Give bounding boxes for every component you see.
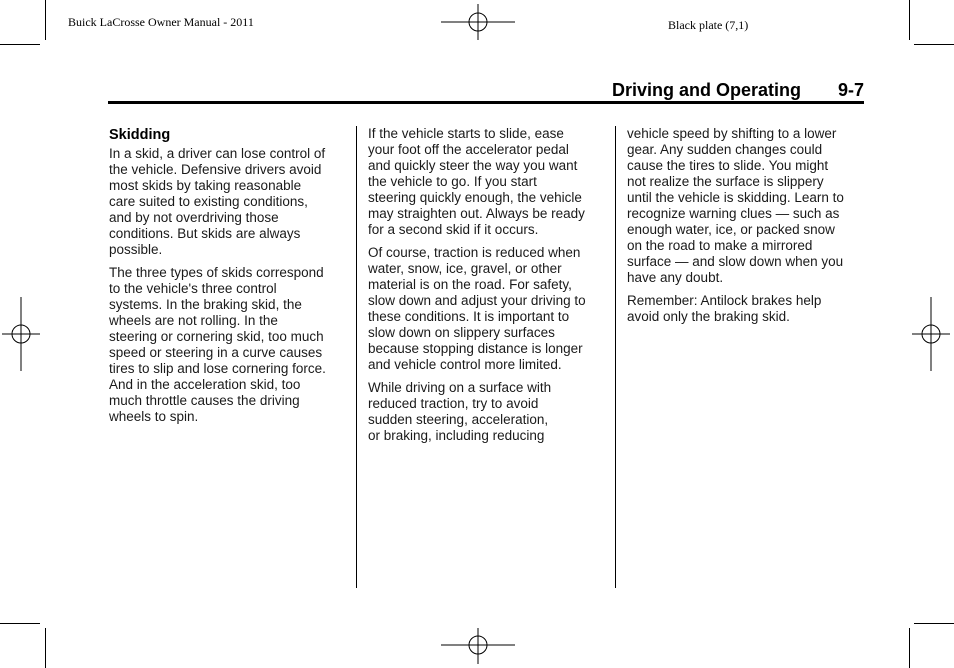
crop-mark-bottom-left-h (0, 623, 40, 624)
crop-mark-bottom-left-v (45, 628, 46, 668)
registration-mark-bottom-icon (441, 628, 515, 664)
paragraph: While driving on a surface with reduced traction, try to avoid sudden steering, acceleration, or braking, including reducing (368, 380, 552, 443)
registration-mark-left-icon (2, 297, 40, 371)
paragraph: Of course, traction is reduced when water, snow, ice, gravel, or other material is on the road. For safety, slow down and adjust your driving to these conditions. It is important to slow down on slippery surfaces because stopping distance is longer and vehicle control more limited. (368, 245, 586, 372)
crop-mark-bottom-right-v (909, 628, 910, 668)
crop-mark-bottom-right-h (914, 623, 954, 624)
crop-mark-top-left-v (45, 0, 46, 40)
paragraph: In a skid, a driver can lose control of the vehicle. Defensive drivers avoid most skids by taking reasonable care suited to existing conditions, and by not overdriving those conditions. But skids are always possible. (109, 146, 326, 257)
paragraph: The three types of skids correspond to the vehicle's three control systems. In the braking skid, the wheels are not rolling. In the steering or cornering skid, too much speed or steering in a curve causes tires to slip and lose cornering force. And in the acceleration skid, too much throttle causes the driving wheels to spin. (109, 265, 326, 424)
slug-plate-info: Black plate (7,1) (668, 18, 749, 32)
slug-manual-title: Buick LaCrosse Owner Manual - 2011 (68, 15, 254, 29)
section-title: Driving and Operating (612, 80, 802, 100)
crop-mark-top-left-h (0, 44, 40, 45)
section-heading-skidding: Skidding (109, 127, 171, 143)
paragraph: Remember: Antilock brakes help avoid only the braking skid. (627, 293, 822, 324)
registration-mark-top-icon (441, 4, 515, 40)
header-rule (108, 101, 864, 104)
crop-mark-top-right-v (909, 0, 910, 40)
text-column-3 (627, 126, 867, 332)
column-divider-2 (615, 126, 616, 588)
paragraph: vehicle speed by shifting to a lower gear. Any sudden changes could cause the tires to slide. You might not realize the surface is slippery until the vehicle is skidding. Learn to recognize warning clues — such as enough water, ice, or packed snow on the road to make a mirrored surface — and slow down when you have any doubt. (627, 126, 844, 285)
text-column-1 (109, 126, 349, 432)
paragraph: If the vehicle starts to slide, ease your foot off the accelerator pedal and quickly steer the way you want the vehicle to go. If you start steering quickly enough, the vehicle may straighten out. Always be ready for a second skid if it occurs. (368, 126, 585, 237)
column-divider-1 (356, 126, 357, 588)
registration-mark-right-icon (912, 297, 950, 371)
crop-mark-top-right-h (914, 44, 954, 45)
page-number: 9-7 (838, 80, 865, 100)
text-column-2 (368, 126, 608, 451)
